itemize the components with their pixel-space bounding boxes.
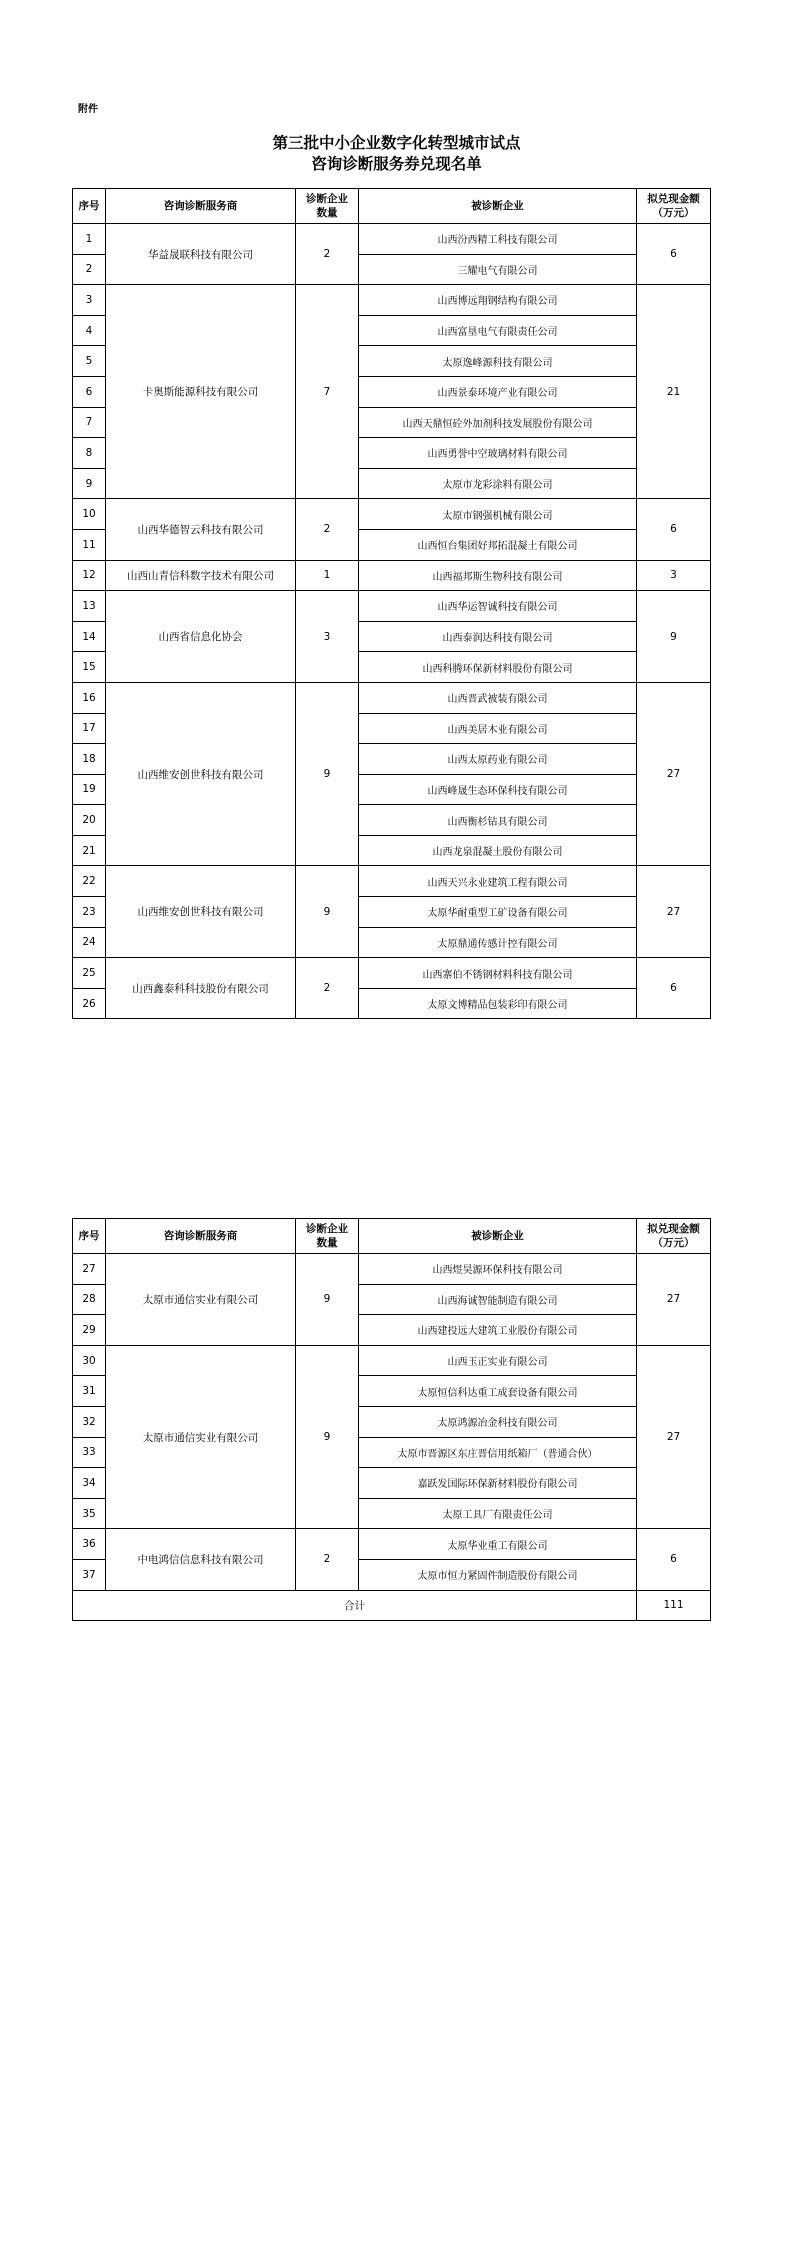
header-provider: 咨询诊断服务商 xyxy=(106,1219,296,1254)
row-number: 12 xyxy=(73,560,106,591)
company-name: 太原逸峰源科技有限公司 xyxy=(359,346,637,377)
company-count: 9 xyxy=(296,1254,359,1346)
row-number: 4 xyxy=(73,315,106,346)
company-count: 7 xyxy=(296,285,359,499)
header-no: 序号 xyxy=(73,1219,106,1254)
row-number: 23 xyxy=(73,897,106,928)
row-number: 3 xyxy=(73,285,106,316)
company-name: 太原华业重工有限公司 xyxy=(359,1529,637,1560)
company-name: 山西天鼎恒砼外加剂科技发展股份有限公司 xyxy=(359,407,637,438)
company-name: 山西衡杉钻具有限公司 xyxy=(359,805,637,836)
provider-name: 山西华德智云科技有限公司 xyxy=(106,499,296,560)
total-amount: 111 xyxy=(637,1590,711,1621)
total-row xyxy=(73,1590,711,1621)
company-name: 太原工具厂有限责任公司 xyxy=(359,1498,637,1529)
company-name: 山西华运智诚科技有限公司 xyxy=(359,591,637,622)
total-label: 合计 xyxy=(73,1590,637,1621)
company-name: 太原恒信科达重工成套设备有限公司 xyxy=(359,1376,637,1407)
header-amount xyxy=(637,189,711,224)
row-number: 19 xyxy=(73,774,106,805)
company-name: 太原华耐重型工矿设备有限公司 xyxy=(359,897,637,928)
header-no: 序号 xyxy=(73,189,106,224)
row-number: 5 xyxy=(73,346,106,377)
header-row xyxy=(73,1219,711,1254)
row-number: 7 xyxy=(73,407,106,438)
row-number: 10 xyxy=(73,499,106,530)
row-number: 1 xyxy=(73,224,106,255)
header-company: 被诊断企业 xyxy=(359,1219,637,1254)
company-name: 山西峰晟生态环保科技有限公司 xyxy=(359,774,637,805)
company-count: 9 xyxy=(296,866,359,958)
header-company: 被诊断企业 xyxy=(359,189,637,224)
row-number: 11 xyxy=(73,529,106,560)
provider-name: 山西山青信科数字技术有限公司 xyxy=(106,560,296,591)
table-row xyxy=(73,560,711,591)
provider-name: 山西维安创世科技有限公司 xyxy=(106,682,296,866)
row-number: 36 xyxy=(73,1529,106,1560)
table-row xyxy=(73,224,711,255)
header-count xyxy=(296,1219,359,1254)
company-count: 2 xyxy=(296,224,359,285)
header-count xyxy=(296,189,359,224)
table-row xyxy=(73,499,711,530)
header-count-line-1: 诊断企业 xyxy=(306,1223,348,1235)
company-count: 2 xyxy=(296,958,359,1019)
header-amount-line-2: （万元） xyxy=(652,1237,695,1249)
provider-name: 中电鸿信信息科技有限公司 xyxy=(106,1529,296,1590)
row-number: 2 xyxy=(73,254,106,285)
provider-name: 太原市通信实业有限公司 xyxy=(106,1345,296,1529)
redeem-amount: 3 xyxy=(637,560,711,591)
provider-name: 山西维安创世科技有限公司 xyxy=(106,866,296,958)
row-number: 16 xyxy=(73,682,106,713)
company-name: 山西福邦斯生物科技有限公司 xyxy=(359,560,637,591)
row-number: 30 xyxy=(73,1345,106,1376)
company-count: 9 xyxy=(296,1345,359,1529)
company-name: 山西泰润达科技有限公司 xyxy=(359,621,637,652)
row-number: 29 xyxy=(73,1315,106,1346)
company-name: 太原文博精品包装彩印有限公司 xyxy=(359,988,637,1019)
company-name: 山西太原药业有限公司 xyxy=(359,744,637,775)
provider-name: 山西鑫泰科科技股份有限公司 xyxy=(106,958,296,1019)
company-name: 嘉跃发国际环保新材料股份有限公司 xyxy=(359,1468,637,1499)
attachment-label: 附件 xyxy=(78,104,98,115)
title-line-1: 第三批中小企业数字化转型城市试点 xyxy=(272,133,521,152)
company-count: 1 xyxy=(296,560,359,591)
row-number: 14 xyxy=(73,621,106,652)
company-name: 山西建投远大建筑工业股份有限公司 xyxy=(359,1315,637,1346)
company-name: 山西玉正实业有限公司 xyxy=(359,1345,637,1376)
row-number: 26 xyxy=(73,988,106,1019)
company-name: 太原市龙彩涂料有限公司 xyxy=(359,468,637,499)
row-number: 27 xyxy=(73,1254,106,1285)
row-number: 24 xyxy=(73,927,106,958)
company-name: 山西勇誉中空玻璃材料有限公司 xyxy=(359,438,637,469)
row-number: 33 xyxy=(73,1437,106,1468)
company-name: 山西天兴永业建筑工程有限公司 xyxy=(359,866,637,897)
company-count: 9 xyxy=(296,682,359,866)
company-name: 山西海诚智能制造有限公司 xyxy=(359,1284,637,1315)
company-name: 山西煜昊源环保科技有限公司 xyxy=(359,1254,637,1285)
row-number: 35 xyxy=(73,1498,106,1529)
provider-name: 卡奥斯能源科技有限公司 xyxy=(106,285,296,499)
redemption-table-page-2 xyxy=(72,1218,711,1621)
row-number: 18 xyxy=(73,744,106,775)
company-name: 山西富垦电气有限责任公司 xyxy=(359,315,637,346)
redeem-amount: 27 xyxy=(637,1254,711,1346)
row-number: 31 xyxy=(73,1376,106,1407)
table-row xyxy=(73,285,711,316)
row-number: 6 xyxy=(73,376,106,407)
redeem-amount: 6 xyxy=(637,1529,711,1590)
header-amount-line-1: 拟兑现金额 xyxy=(647,1223,700,1235)
row-number: 25 xyxy=(73,958,106,989)
header-count-line-1: 诊断企业 xyxy=(306,193,348,205)
company-count: 2 xyxy=(296,499,359,560)
redeem-amount: 6 xyxy=(637,958,711,1019)
title-line-2: 咨询诊断服务券兑现名单 xyxy=(311,154,482,173)
company-name: 山西科腾环保新材料股份有限公司 xyxy=(359,652,637,683)
provider-name: 华益晟联科技有限公司 xyxy=(106,224,296,285)
table-row xyxy=(73,591,711,622)
row-number: 13 xyxy=(73,591,106,622)
redeem-amount: 6 xyxy=(637,224,711,285)
row-number: 9 xyxy=(73,468,106,499)
header-count-line-2: 数量 xyxy=(316,1237,338,1249)
row-number: 22 xyxy=(73,866,106,897)
table-row xyxy=(73,1529,711,1560)
row-number: 37 xyxy=(73,1559,106,1590)
header-row xyxy=(73,189,711,224)
company-name: 山西寨伯不锈钢材料科技有限公司 xyxy=(359,958,637,989)
company-count: 3 xyxy=(296,591,359,683)
company-name: 太原市钢强机械有限公司 xyxy=(359,499,637,530)
table-row xyxy=(73,1345,711,1376)
header-count-line-2: 数量 xyxy=(316,207,338,219)
company-name: 山西美居木业有限公司 xyxy=(359,713,637,744)
row-number: 20 xyxy=(73,805,106,836)
header-provider: 咨询诊断服务商 xyxy=(106,189,296,224)
redeem-amount: 27 xyxy=(637,866,711,958)
company-name: 山西景泰环境产业有限公司 xyxy=(359,376,637,407)
redeem-amount: 6 xyxy=(637,499,711,560)
company-name: 三耀电气有限公司 xyxy=(359,254,637,285)
row-number: 15 xyxy=(73,652,106,683)
table-row xyxy=(73,866,711,897)
header-amount-line-1: 拟兑现金额 xyxy=(647,193,700,205)
header-amount xyxy=(637,1219,711,1254)
provider-name: 太原市通信实业有限公司 xyxy=(106,1254,296,1346)
provider-name: 山西省信息化协会 xyxy=(106,591,296,683)
table-row xyxy=(73,682,711,713)
company-name: 山西龙泉混凝土股份有限公司 xyxy=(359,835,637,866)
row-number: 28 xyxy=(73,1284,106,1315)
redeem-amount: 27 xyxy=(637,682,711,866)
company-name: 太原鸿源冶金科技有限公司 xyxy=(359,1406,637,1437)
row-number: 8 xyxy=(73,438,106,469)
table-row xyxy=(73,958,711,989)
company-name: 山西汾西精工科技有限公司 xyxy=(359,224,637,255)
company-name: 山西恒台集团好邦拓混凝土有限公司 xyxy=(359,529,637,560)
redeem-amount: 9 xyxy=(637,591,711,683)
row-number: 21 xyxy=(73,835,106,866)
row-number: 17 xyxy=(73,713,106,744)
table-row xyxy=(73,1254,711,1285)
redemption-table-page-1 xyxy=(72,188,711,1019)
company-name: 太原鼎通传感计控有限公司 xyxy=(359,927,637,958)
company-name: 太原市晋源区东庄晋信用纸箱厂（普通合伙） xyxy=(359,1437,637,1468)
redeem-amount: 27 xyxy=(637,1345,711,1529)
document-title xyxy=(0,132,793,174)
company-name: 山西博远翔钢结构有限公司 xyxy=(359,285,637,316)
header-amount-line-2: （万元） xyxy=(652,207,695,219)
company-count: 2 xyxy=(296,1529,359,1590)
company-name: 山西晋武被装有限公司 xyxy=(359,682,637,713)
company-name: 太原市恒力紧固件制造股份有限公司 xyxy=(359,1559,637,1590)
row-number: 34 xyxy=(73,1468,106,1499)
row-number: 32 xyxy=(73,1406,106,1437)
redeem-amount: 21 xyxy=(637,285,711,499)
